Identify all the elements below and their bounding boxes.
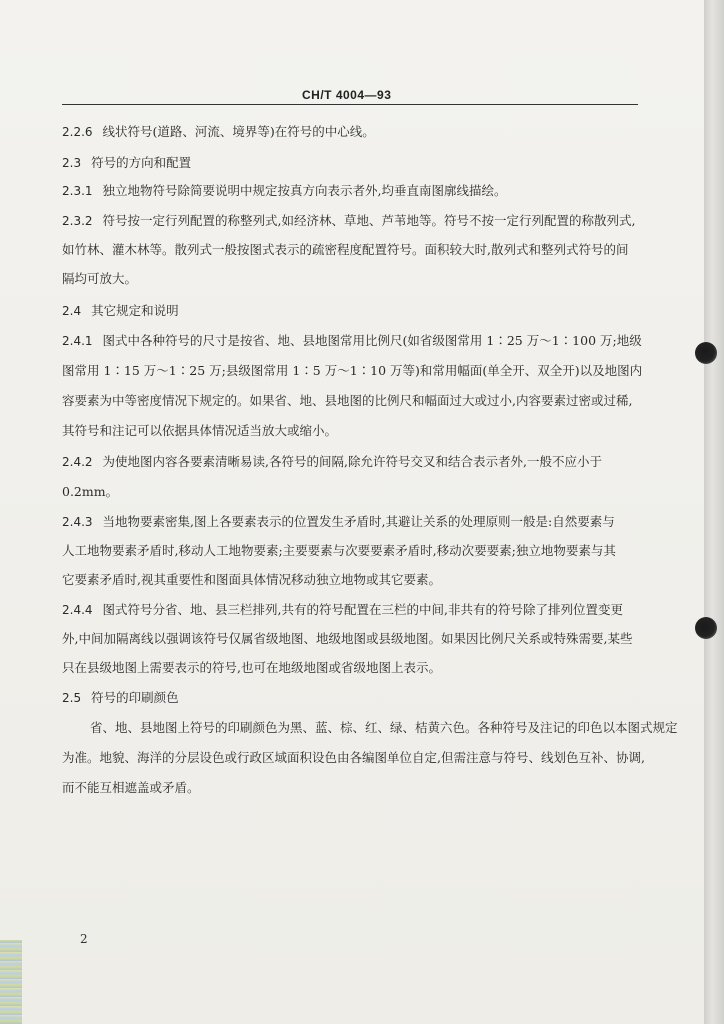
clause-text: 其符号和注记可以依据具体情况适当放大或缩小。 — [62, 423, 338, 438]
clause-text: 图常用 1∶15 万～1∶25 万;县级图常用 1∶5 万～1∶10 万等)和常用幅面(单全开、双全开)以及地图内 — [62, 363, 643, 378]
clause-text: 人工地物要素矛盾时,移动人工地物要素;主要要素与次要要素矛盾时,移动次要要素;独立地物要素与其 — [62, 543, 616, 558]
scanner-edge — [704, 0, 724, 1024]
text-line — [62, 423, 662, 439]
clause-number: 2.3.2 — [62, 214, 93, 228]
text-line — [62, 543, 662, 559]
text-line — [62, 572, 662, 588]
clause-text: 图式符号分省、地、县三栏排列,共有的符号配置在三栏的中间,非共有的符号除了排列位置变更 — [102, 602, 623, 617]
clause-2-4-3 — [62, 514, 662, 530]
text-line — [62, 660, 662, 676]
clause-number: 2.2.6 — [62, 125, 93, 139]
binding-hole-icon — [695, 617, 717, 639]
clause-2-4-1 — [62, 333, 662, 349]
clause-text: 0.2mm。 — [62, 484, 119, 499]
clause-text: 隔均可放大。 — [62, 271, 138, 286]
text-line — [62, 631, 662, 647]
clause-text: 它要素矛盾时,视其重要性和图面具体情况移动独立地物或其它要素。 — [62, 572, 441, 587]
clause-2-3-1 — [62, 183, 662, 199]
clause-number: 2.4.1 — [62, 334, 93, 348]
clause-number: 2.4.3 — [62, 515, 93, 529]
page-number: 2 — [80, 932, 88, 946]
clause-number: 2.3 — [62, 156, 82, 170]
clause-text: 符号的印刷颜色 — [91, 690, 179, 705]
clause-text: 如竹林、灌木林等。散列式一般按图式表示的疏密程度配置符号。面积较大时,散列式和整列式符号的间 — [62, 242, 629, 257]
clause-2-2-6 — [62, 124, 662, 140]
clause-text: 为准。地貌、海洋的分层设色或行政区域面积设色由各编图单位自定,但需注意与符号、线划色互补、协调, — [62, 750, 645, 765]
clause-text: 为使地图内容各要素清晰易读,各符号的间隔,除允许符号交叉和结合表示者外,一般不应小于 — [102, 454, 602, 469]
text-line — [62, 271, 662, 287]
text-line — [62, 780, 662, 796]
clause-text: 其它规定和说明 — [91, 303, 179, 318]
clause-text: 独立地物符号除简要说明中规定按真方向表示者外,均垂直南图廓线描绘。 — [102, 183, 507, 198]
section-2-3-heading — [62, 155, 662, 171]
page-header — [62, 88, 638, 105]
text-line — [62, 750, 662, 766]
clause-number: 2.4.4 — [62, 603, 93, 617]
paragraph-line — [90, 720, 690, 736]
clause-number: 2.4 — [62, 304, 82, 318]
clause-text: 而不能互相遮盖或矛盾。 — [62, 780, 200, 795]
section-2-5-heading — [62, 690, 662, 706]
binding-hole-icon — [695, 342, 717, 364]
clause-text: 线状符号(道路、河流、境界等)在符号的中心线。 — [102, 124, 375, 139]
clause-text: 容要素为中等密度情况下规定的。如果省、地、县地图的比例尺和幅面过大或过小,内容要素过密或过稀, — [62, 393, 633, 408]
clause-2-4-2 — [62, 454, 662, 470]
scan-color-artifact — [0, 940, 22, 1024]
text-line — [62, 242, 662, 258]
clause-text: 图式中各种符号的尺寸是按省、地、县地图常用比例尺(如省级图常用 1∶25 万～1∶100 万;地级 — [102, 333, 642, 348]
text-line — [62, 393, 662, 409]
text-line — [62, 363, 662, 379]
clause-2-3-2 — [62, 213, 662, 229]
section-2-4-heading — [62, 303, 662, 319]
text-line — [62, 484, 662, 500]
clause-number: 2.5 — [62, 691, 82, 705]
clause-number: 2.4.2 — [62, 455, 93, 469]
clause-text: 只在县级地图上需要表示的符号,也可在地级地图或省级地图上表示。 — [62, 660, 441, 675]
clause-text: 省、地、县地图上符号的印刷颜色为黑、蓝、棕、红、绿、桔黄六色。各种符号及注记的印色以本图式规定 — [90, 720, 678, 735]
standard-code: CH/T 4004—93 — [302, 88, 392, 102]
clause-text: 当地物要素密集,图上各要素表示的位置发生矛盾时,其避让关系的处理原则一般是:自然要素与 — [102, 514, 615, 529]
clause-number: 2.3.1 — [62, 184, 93, 198]
clause-text: 符号按一定行列配置的称整列式,如经济林、草地、芦苇地等。符号不按一定行列配置的称散列式, — [102, 213, 636, 228]
clause-text: 外,中间加隔离线以强调该符号仅属省级地图、地级地图或县级地图。如果因比例尺关系或特殊需要,某些 — [62, 631, 633, 646]
clause-text: 符号的方向和配置 — [91, 155, 192, 170]
clause-2-4-4 — [62, 602, 662, 618]
